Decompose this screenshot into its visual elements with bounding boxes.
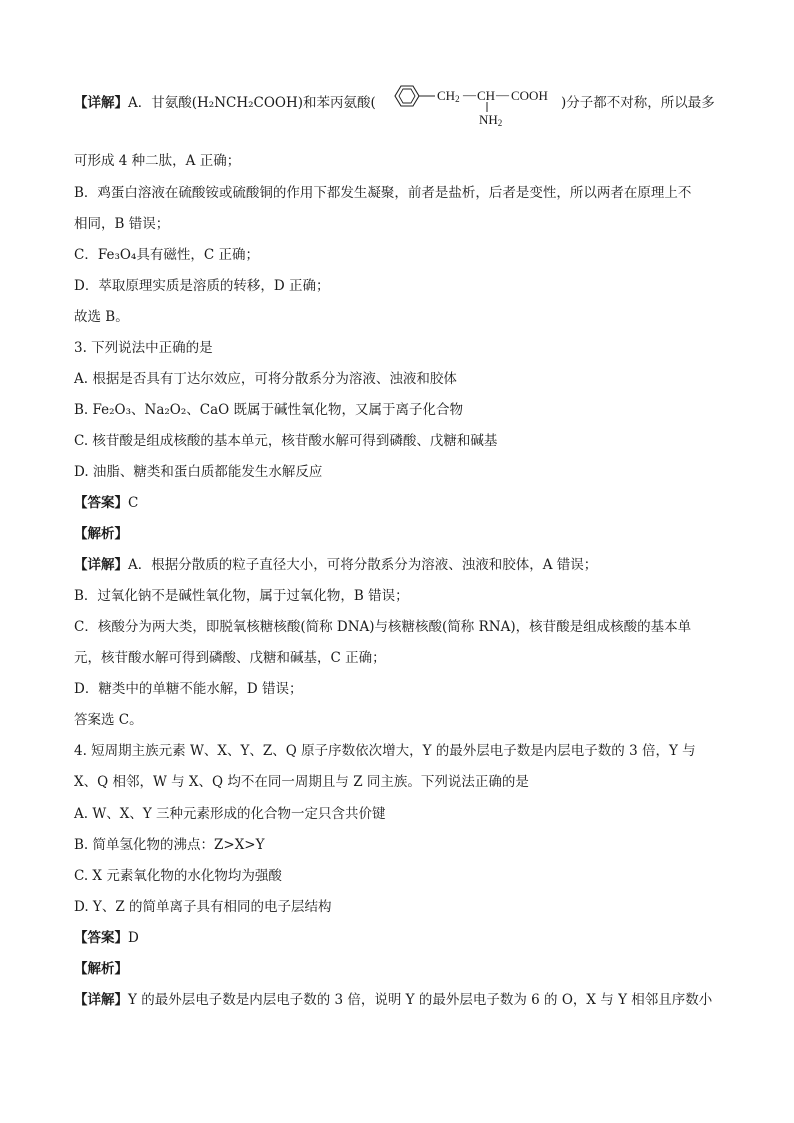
answer-text: C — [128, 495, 139, 511]
detail-bracket: 【详解】 — [74, 992, 128, 1008]
detail-line — [74, 152, 240, 170]
detail-text: 可形成 4 种二肽，A 正确； — [74, 153, 241, 169]
detail-line — [74, 618, 691, 636]
analysis-bracket: 【解析】 — [74, 526, 128, 542]
question-stem — [74, 339, 213, 357]
detail-text: D．萃取原理实质是溶质的转移，D 正确； — [74, 278, 330, 294]
nh2-group: $NH_2$ — [479, 112, 503, 128]
detail-line — [74, 215, 169, 233]
option-text: A. W、X、Y 三种元素形成的化合物一定只含共价键 — [74, 806, 386, 822]
option-text: D. 油脂、糖类和蛋白质都能发生水解反应 — [74, 464, 323, 480]
detail-text: 元，核苷酸水解可得到磷酸、戊糖和碱基，C 正确； — [74, 650, 386, 666]
detail-text: 相同，B 错误； — [74, 216, 170, 232]
option-b — [74, 401, 463, 419]
detail-text: Y 的最外层电子数是内层电子数的 3 倍，说明 Y 的最外层电子数为 6 的 O，X 与 Y 相邻且序数小 — [128, 992, 713, 1008]
option-text: C. X 元素氧化物的水化物均为强酸 — [74, 868, 282, 884]
answer-bracket: 【答案】 — [74, 495, 128, 511]
analysis-bracket: 【解析】 — [74, 961, 128, 977]
question-text: X、Q 相邻，W 与 X、Q 均不在同一周期且与 Z 同主族。下列说法正确的是 — [74, 774, 529, 790]
option-a — [74, 805, 386, 823]
option-text: D. Y、Z 的简单离子具有相同的电子层结构 — [74, 899, 332, 915]
conclusion-text: 答案选 C。 — [74, 712, 143, 728]
bond-dash: — — [496, 87, 509, 102]
conclusion-text: 故选 B。 — [74, 309, 129, 325]
detail-line — [74, 991, 712, 1009]
detail-text: C．Fe₃O₄具有磁性，C 正确； — [74, 247, 259, 263]
detail-line — [74, 556, 597, 574]
option-b — [74, 836, 265, 854]
bond-dash: — — [463, 87, 476, 102]
detail-line — [74, 680, 302, 698]
option-d — [74, 463, 322, 481]
detail-text: B．过氧化钠不是碱性氧化物，属于过氧化物，B 错误； — [74, 588, 409, 604]
question-text: 4. 短周期主族元素 W、X、Y、Z、Q 原子序数依次增大，Y 的最外层电子数是内层电子数的 3 倍，Y 与 — [74, 743, 696, 759]
option-text: B. Fe₂O₃、Na₂O₂、CaO 既属于碱性氧化物，又属于离子化合物 — [74, 402, 464, 418]
option-a — [74, 370, 457, 388]
option-text: B. 简单氢化物的沸点：Z>X>Y — [74, 837, 265, 853]
phenylalanine-structure — [383, 80, 561, 130]
question-stem — [74, 742, 696, 760]
option-c — [74, 432, 497, 450]
option-text: C. 核苷酸是组成核酸的基本单元，核苷酸水解可得到磷酸、戊糖和碱基 — [74, 433, 498, 449]
ch-group: CH — [477, 88, 496, 103]
detail-line — [74, 94, 376, 112]
question-text: 3. 下列说法中正确的是 — [74, 340, 213, 356]
detail-text: A．根据分散质的粒子直径大小，可将分散系分为溶液、浊液和胶体，A 错误； — [128, 557, 598, 573]
detail-line — [561, 94, 715, 112]
conclusion-line — [74, 308, 129, 326]
detail-text: B．鸡蛋白溶液在硫酸铵或硫酸铜的作用下都发生凝聚，前者是盐析，后者是变性，所以两者在原理上不 — [74, 185, 692, 201]
answer-bracket: 【答案】 — [74, 930, 128, 946]
answer-line — [74, 494, 138, 512]
detail-line — [74, 246, 259, 264]
detail-text: D．糖类中的单糖不能水解，D 错误； — [74, 681, 303, 697]
detail-bracket: 【详解】 — [74, 557, 128, 573]
question-stem — [74, 773, 529, 791]
answer-text: D — [128, 930, 139, 946]
option-text: A. 根据是否具有丁达尔效应，可将分散系分为溶液、浊液和胶体 — [74, 371, 457, 387]
detail-text: )分子都不对称，所以最多 — [561, 95, 715, 111]
detail-line — [74, 587, 409, 605]
detail-line — [74, 277, 329, 295]
detail-line — [74, 649, 386, 667]
conclusion-line — [74, 711, 143, 729]
ch2-group: $CH_2$ — [437, 88, 460, 104]
option-d — [74, 898, 332, 916]
analysis-line — [74, 960, 128, 978]
option-c — [74, 867, 282, 885]
detail-bracket: 【详解】 — [74, 95, 128, 111]
detail-text: C．核酸分为两大类，即脱氧核糖核酸(简称 DNA)与核糖核酸(简称 RNA)，核苷酸是组成核酸的基本单 — [74, 619, 692, 635]
cooh-group: COOH — [511, 88, 548, 103]
answer-line — [74, 929, 139, 947]
detail-text: A．甘氨酸(H₂NCH₂COOH)和苯丙氨酸( — [128, 95, 376, 111]
analysis-line — [74, 525, 128, 543]
detail-line — [74, 184, 691, 202]
